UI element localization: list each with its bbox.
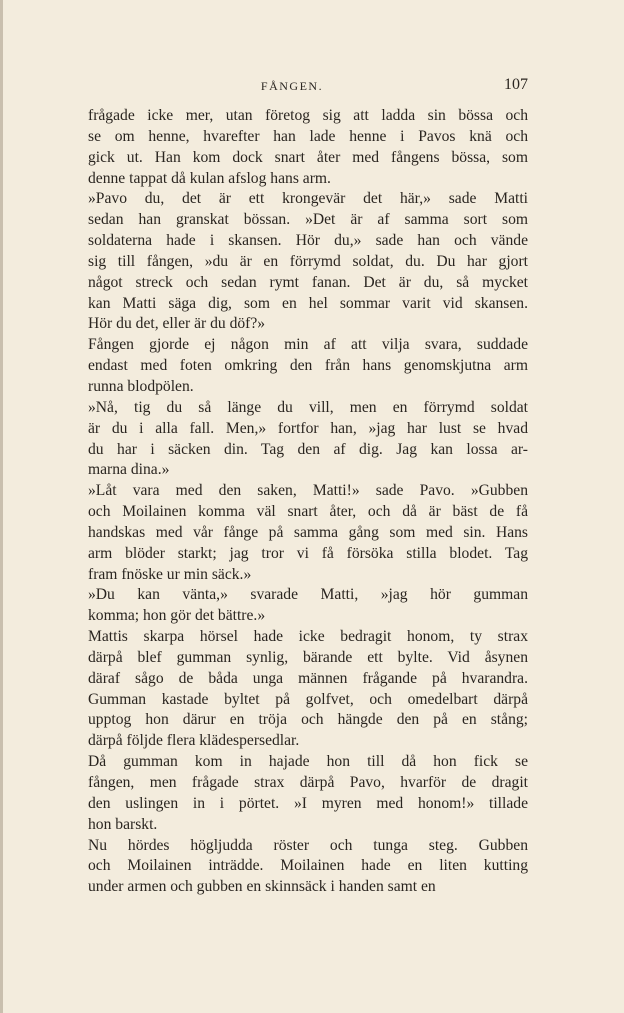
text-line: är du i alla fall. Men,» fortfor han, »jag har lust se hvad [88,419,528,437]
text-line: Hör du det, eller är du döf?» [88,315,266,333]
text-line: »Du kan vänta,» svarade Matti, »jag hör gumman [88,586,528,604]
text-line: Nu hördes högljudda röster och tunga steg. Gubben [88,836,528,854]
paragraph [56,752,528,835]
text-line: och Moilainen inträdde. Moilainen hade en liten kutting [88,857,528,875]
text-line: denne tappat då kulan afslog hans arm. [88,169,331,187]
page-header [56,76,528,96]
paragraph [56,585,528,627]
text-line: soldaterna hade i skansen. Hör du,» sade han och vände [88,232,528,250]
paragraph [56,189,528,335]
paragraph [56,106,528,189]
text-line: och Moilainen komma väl snart åter, och då är bäst de få [88,503,528,521]
paragraph [56,335,528,398]
text-line: du har i säcken din. Tag den af dig. Jag kan lossa ar- [88,440,528,458]
text-line: något streck och sedan rymt fanan. Det är du, så mycket [88,273,528,291]
text-line: den uslingen in i pörtet. »I myren med honom!» tillade [88,794,528,812]
paragraph [56,398,528,481]
text-line: under armen och gubben en skinnsäck i handen samt en [88,878,436,896]
text-line: därpå blef gumman synlig, bärande ett bylte. Vid åsynen [88,648,528,666]
text-line: sig till fången, »du är en förrymd soldat, du. Du har gjort [88,252,528,270]
text-line: Mattis skarpa hörsel hade icke bedragit honom, ty strax [88,628,528,646]
page-edge [0,0,3,1013]
text-line: arm blöder starkt; jag tror vi få försöka stilla blodet. Tag [88,544,528,562]
running-title: FÅNGEN. [260,79,324,93]
text-line: runna blodpölen. [88,377,194,395]
text-line: »Pavo du, det är ett krongevär det här,» sade Matti [88,190,528,208]
text-line: sedan han granskat bössan. »Det är af samma sort som [88,211,528,229]
text-line: gick ut. Han kom dock snart åter med fångens bössa, som [88,148,528,166]
text-line: se om henne, hvarefter han lade henne i Pavos knä och [88,127,528,145]
text-line: komma; hon gör det bättre.» [88,607,266,625]
text-line: därpå följde flera klädespersedlar. [88,732,300,750]
text-line: handskas med vår fånge på samma gång som med sin. Hans [88,523,528,541]
paragraph [56,481,528,585]
body-text [56,106,528,898]
text-line: fången, men frågade strax därpå Pavo, hvarför de dragit [88,774,528,791]
text-line: marna dina.» [88,461,170,479]
page-number: 107 [504,76,528,93]
paragraph [56,836,528,899]
text-line: endast med foten omkring den från hans genomskjutna arm [88,357,528,375]
paragraph [56,627,528,752]
text-line: »Nå, tig du så länge du vill, men en förrymd soldat [88,398,528,416]
text-line: fram fnöske ur min säck.» [88,565,252,583]
text-line: Då gumman kom in hajade hon till då hon fick se [88,753,528,771]
text-line: däraf sågo de båda unga männen frågande på hvarandra. [88,669,528,687]
text-line: »Låt vara med den saken, Matti!» sade Pavo. »Gubben [88,482,528,500]
text-line: Gumman kastade byltet på golfvet, och omedelbart därpå [88,690,528,708]
text-line: upptog hon därur en tröja och hängde den på en stång; [88,711,528,729]
text-line: Fången gjorde ej någon min af att vilja svara, suddade [88,336,528,354]
text-line: hon barskt. [88,815,158,833]
text-line: frågade icke mer, utan företog sig att ladda sin bössa och [88,107,528,124]
text-line: kan Matti säga dig, som en hel sommar varit vid skansen. [88,294,528,312]
